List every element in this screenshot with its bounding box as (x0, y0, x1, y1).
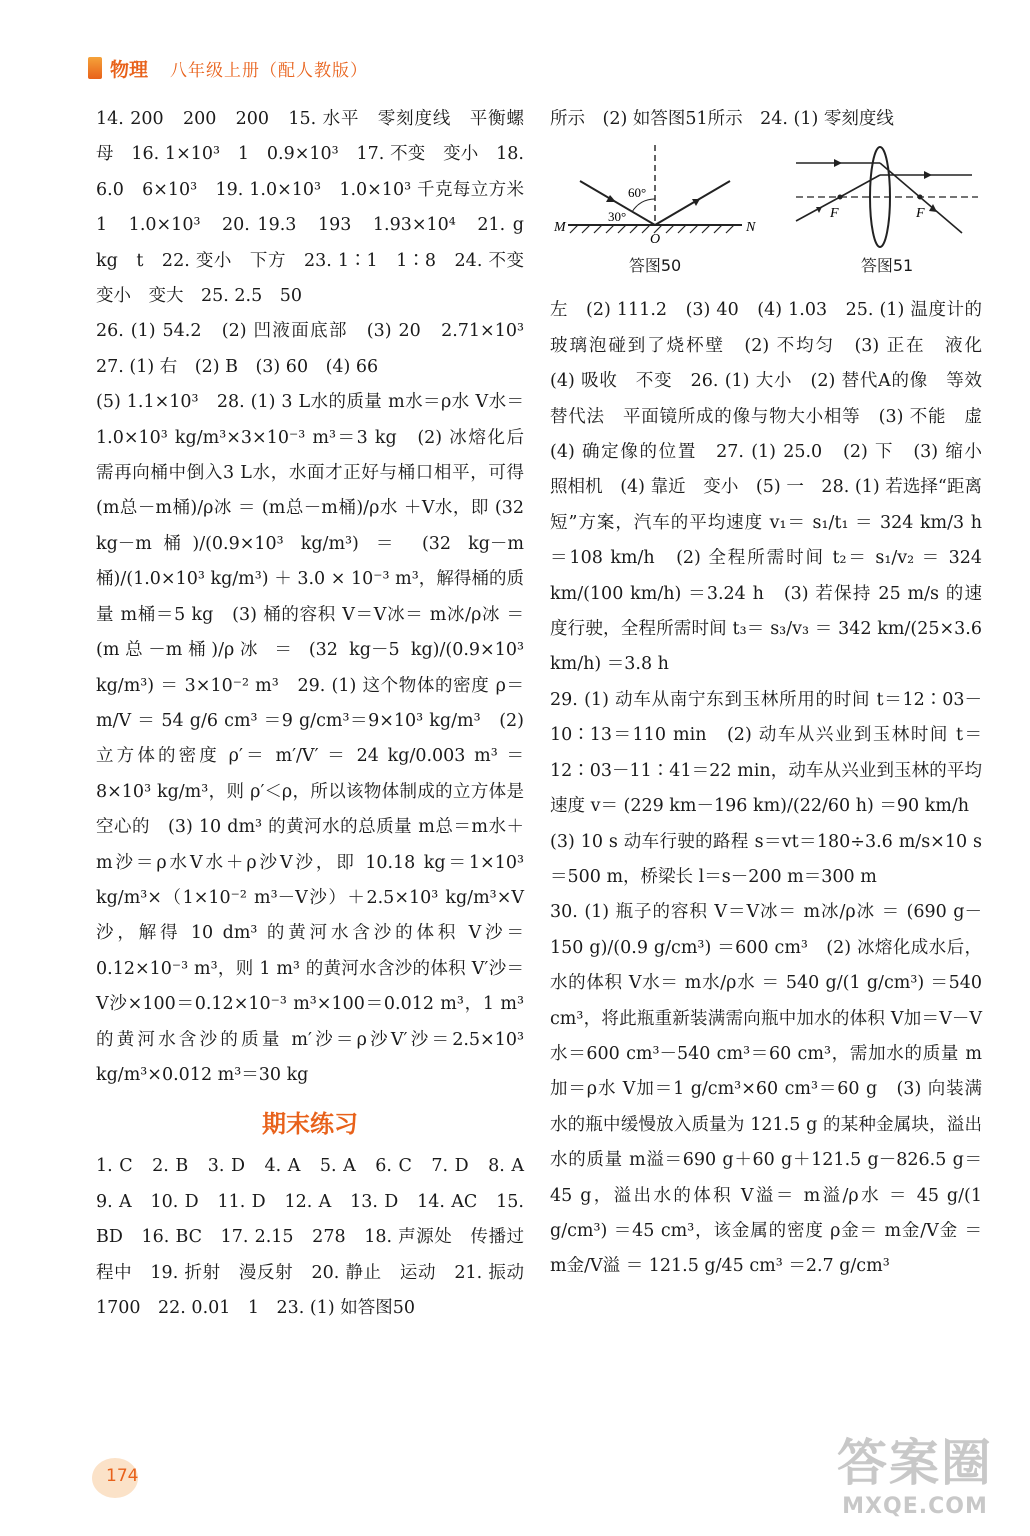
header-grade: 八年级上册（配人教版） (170, 60, 369, 81)
figure-51 (792, 141, 982, 287)
page-number: 174 (106, 1466, 139, 1486)
watermark-url: MXQE.COM (842, 1494, 988, 1519)
answer-paragraph: (3) 10 s 动车行驶的路程 s＝vt＝180÷3.6 m/s×10 s＝500 m，桥梁长 l＝s－200 m＝300 m (550, 831, 982, 887)
answer-paragraph: 左 (2) 111.2 (3) 40 (4) 1.03 25. (1) 温度计的玻璃泡碰到了烧杯壁 (2) 不均匀 (3) 正在 液化 (4) 吸收 不变 26. (1) 大小 (2) 替代A的像 等效替代法 平面镜所成的像与物大小相等 (3) 不能 虚 (4) 确定像的位置 27. (1) 25.0 (2) 下 (3) 缩小 照相机 (4) 靠近 变小 (5) 一 28. (1) 若选择“距离短”方案，汽车的平均速度 v₁＝ s₁/t₁ ＝ 324 km/3 h ＝108 km/h (2) 全程所需时间 t₂＝ s₁/v₂ ＝ 324 km/(100 km/h) ＝3.24 h (3) 若保持 25 m/s 的速度行驶，全程所需时间 t₃＝ s₃/v₃ ＝ 342 km/(25×3.6 km/h) ＝3.8 h (550, 300, 1000, 675)
answer-paragraph: 30. (1) 瓶子的容积 V＝V冰＝ m冰/ρ冰 ＝ (690 g－150 g)/(0.9 g/cm³) ＝600 cm³ (2) 冰熔化成水后，水的体积 V水＝ m水/ρ水 ＝ 540 g/(1 g/cm³) ＝540 cm³，将此瓶重新装满需向瓶中加水的体积 V加＝V－V水＝600 cm³－540 cm³＝60 cm³，需加水的质量 m加＝ρ水 V加＝1 g/cm³×60 cm³＝60 g (3) 向装满水的瓶中缓慢放入质量为 121.5 g 的某种金属块，溢出水的质量 m溢＝690 g＋60 g＋121.5 g－826.5 g＝45 g，溢出水的体积 V溢＝ m溢/ρ水 ＝ 45 g/(1 g/cm³) ＝45 cm³，该金属的密度 ρ金＝ m金/V金 ＝ m金/V溢 ＝ 121.5 g/45 cm³ ＝2.7 g/cm³ (550, 902, 982, 1277)
left-column (96, 102, 542, 1326)
lens-diagram (792, 141, 982, 251)
section-title: 期末练习 (262, 1110, 358, 1139)
page-header (88, 52, 368, 84)
focus-left-label: F (830, 206, 839, 222)
angle-60-label: 60° (628, 185, 647, 201)
figure-row (550, 141, 982, 287)
final-answers: 1. C 2. B 3. D 4. A 5. A 6. C 7. D 8. A 9. A 10. D 11. D 12. A 13. D 14. AC 15. BD 16. BC 17. 2.15 278 18. 声源处 传播过程中 19. 折射 漫反射 20. 静止 运动 21. 振动 1700 22. 0.01 1 23. (1) 如答图50 (96, 1156, 542, 1318)
right-column (550, 102, 1000, 1285)
watermark-logo (820, 1432, 1010, 1528)
reflection-diagram (550, 141, 760, 251)
point-m-label: M (554, 220, 566, 236)
focus-right-label: F (916, 206, 925, 222)
header-bookmark-icon (88, 57, 102, 79)
figure-51-caption: 答图51 (860, 256, 914, 276)
answer-paragraph: 29. (1) 动车从南宁东到玉林所用的时间 t＝12∶03－10∶13＝110 min (2) 动车从兴业到玉林时间 t＝12∶03－11∶41＝22 min，动车从兴业到玉林的平均速度 v＝ (229 km－196 km)/(22/60 h) ＝90 km/h (550, 689, 982, 817)
answer-paragraph: 14. 200 200 200 15. 水平 零刻度线 平衡螺母 16. 1×10³ 1 0.9×10³ 17. 不变 变小 18. 6.0 6×10³ 19. 1.0×10³ 1.0×10³ 千克每立方米 1 1.0×10³ 20. 19.3 193 1.93×10⁴ 21. g kg t 22. 变小 下方 23. 1∶1 1∶8 24. 不变 变小 变大 25. 2.5 50 (96, 109, 542, 307)
angle-30-label: 30° (608, 209, 627, 225)
watermark-text: 答案圈 (837, 1434, 993, 1492)
point-o-label: O (650, 232, 661, 248)
header-subject: 物理 (110, 58, 149, 81)
point-n-label: N (746, 220, 756, 236)
figure-50 (550, 141, 760, 287)
answer-paragraph: (5) 1.1×10³ 28. (1) 3 L水的质量 m水＝ρ水 V水＝1.0×10³ kg/m³×3×10⁻³ m³＝3 kg (2) 冰熔化后需再向桶中倒入3 L水，水面才正好与桶口相平，可得 (m总－m桶)/ρ冰 ＝ (m总－m桶)/ρ水 ＋V水，即 (32 kg－m桶)/(0.9×10³ kg/m³) ＝ (32 kg－m桶)/(1.0×10³ kg/m³) ＋ 3.0 × 10⁻³ m³，解得桶的质量 m桶＝5 kg (3) 桶的容积 V＝V冰＝ m冰/ρ冰 ＝ (m总－m桶)/ρ冰 ＝ (32 kg－5 kg)/(0.9×10³ kg/m³) ＝ 3×10⁻² m³ 29. (1) 这个物体的密度 ρ＝ m/V ＝ 54 g/6 cm³ ＝9 g/cm³＝9×10³ kg/m³ (2) 立方体的密度 ρ′＝ m′/V′ ＝ 24 kg/0.003 m³ ＝8×10³ kg/m³，则 ρ′＜ρ，所以该物体制成的立方体是空心的 (3) 10 dm³ 的黄河水的总质量 m总＝m水＋m沙＝ρ水V水＋ρ沙V沙，即 10.18 kg＝1×10³ kg/m³×（1×10⁻² m³－V沙）＋2.5×10³ kg/m³×V沙，解得 10 dm³ 的黄河水含沙的体积 V沙＝0.12×10⁻³ m³，则 1 m³ 的黄河水含沙的体积 V′沙＝V沙×100＝0.12×10⁻³ m³×100＝0.012 m³，1 m³ 的黄河水含沙的质量 m′沙＝ρ沙V′沙＝2.5×10³ kg/m³×0.012 m³＝30 kg (96, 392, 524, 1085)
figure-50-caption: 答图50 (628, 256, 682, 276)
answer-paragraph: 所示 (2) 如答图51所示 24. (1) 零刻度线 (550, 109, 894, 129)
answer-paragraph: 26. (1) 54.2 (2) 凹液面底部 (3) 20 2.71×10³ 27. (1) 右 (2) B (3) 60 (4) 66 (96, 321, 542, 377)
